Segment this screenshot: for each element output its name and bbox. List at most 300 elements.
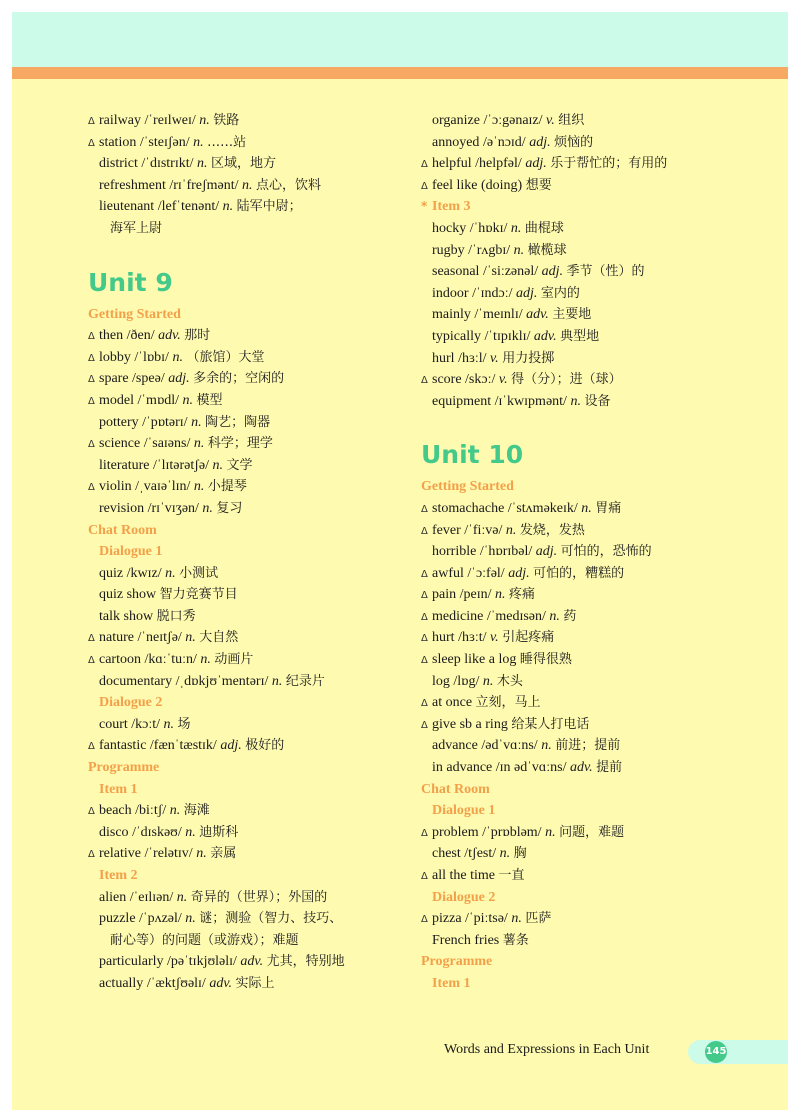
word: equipment (432, 393, 492, 409)
section-label: Getting Started (88, 306, 181, 322)
vocab-entry (421, 843, 761, 865)
word: court (99, 716, 128, 732)
phonetic: /ˈpɒtərɪ/ (142, 414, 188, 430)
vocab-entry (88, 433, 428, 455)
part-of-speech: adj. (168, 371, 190, 387)
vocab-entry (421, 627, 761, 649)
section-label: Chat Room (88, 522, 157, 538)
meaning: 组织 (558, 113, 585, 128)
section-heading (421, 476, 761, 498)
word: fantastic (99, 738, 147, 754)
part-of-speech: adj. (541, 264, 564, 280)
word: pottery (99, 414, 139, 430)
part-of-speech: n. (541, 738, 552, 754)
meaning: ……站 (207, 134, 247, 150)
left-column (88, 110, 428, 995)
triangle-icon: Δ (88, 374, 95, 386)
triangle-icon: Δ (421, 590, 428, 602)
part-of-speech: n. (222, 199, 234, 215)
word: station (99, 134, 137, 150)
word: feel like (doing) (432, 177, 523, 193)
section-label: Programme (421, 954, 493, 970)
section-heading (421, 196, 761, 218)
triangle-icon: Δ (421, 655, 428, 667)
vocab-entry (421, 541, 761, 563)
vocab-entry (421, 865, 761, 887)
phonetic: /lɒg/ (453, 673, 480, 689)
phonetic: /fænˈtæstɪk/ (149, 738, 217, 754)
vocab-entry (421, 584, 761, 606)
meaning: 文学 (226, 457, 253, 473)
meaning: 可怕的，恐怖的 (560, 544, 652, 560)
meaning: 想要 (525, 177, 552, 193)
part-of-speech: n. (199, 113, 210, 128)
vocab-entry (421, 218, 761, 240)
meaning: 谜；测验（智力、技巧、 (199, 911, 343, 927)
part-of-speech: adv. (209, 975, 233, 991)
vocab-entry (88, 325, 428, 347)
part-of-speech: adj. (525, 156, 547, 172)
unit-heading: Unit 9 (88, 267, 173, 297)
phonetic: /ˈhɒkɪ/ (469, 220, 508, 236)
vocab-entry (421, 908, 761, 930)
top-band (12, 12, 788, 67)
phonetic: /ˈneɪtʃə/ (137, 630, 182, 646)
triangle-icon: Δ (421, 611, 428, 623)
phonetic: /ˈrʌgbɪ/ (468, 242, 511, 258)
vocab-entry (421, 326, 761, 348)
part-of-speech: n. (196, 846, 207, 862)
vocab-entry (88, 563, 428, 585)
phonetic: /ˈmɒdl/ (137, 392, 180, 408)
word: district (99, 156, 138, 172)
section-heading (88, 757, 428, 779)
part-of-speech: n. (511, 911, 522, 927)
section-heading (421, 800, 761, 822)
vocab-entry (88, 714, 428, 736)
section-label: Chat Room (421, 781, 490, 797)
phonetic: /helpfəl/ (475, 156, 522, 172)
word: lobby (99, 349, 131, 365)
triangle-icon: Δ (88, 395, 95, 407)
part-of-speech: v. (490, 350, 499, 366)
orange-bar (12, 67, 788, 79)
section-label: Item 2 (99, 868, 138, 883)
word: horrible (432, 544, 477, 560)
phonetic: /ˈmeɪnlɪ/ (474, 307, 523, 323)
vocab-entry (88, 649, 428, 671)
meaning: 铁路 (213, 113, 240, 128)
phonetic: /ˈeɪlɪən/ (129, 889, 174, 905)
meaning: 得（分）；进（球） (511, 372, 622, 388)
phonetic: /ɪˈkwɪpmənt/ (494, 393, 567, 409)
triangle-icon: Δ (88, 741, 95, 753)
triangle-icon: Δ (421, 871, 428, 882)
phonetic: /ˈrelətɪv/ (144, 846, 193, 862)
part-of-speech: n. (271, 673, 283, 689)
phonetic: /peɪn/ (459, 587, 492, 603)
phonetic: /ˈstʌməkeɪk/ (507, 500, 578, 516)
section-label: Dialogue 1 (99, 544, 163, 560)
word: science (99, 436, 141, 452)
part-of-speech: n. (549, 608, 560, 624)
triangle-icon: Δ (88, 352, 95, 364)
part-of-speech: adj. (516, 285, 538, 301)
part-of-speech: n. (185, 911, 196, 927)
triangle-icon: Δ (421, 375, 428, 387)
phonetic: /ˈsaɪəns/ (143, 436, 191, 452)
section-label: Programme (88, 760, 160, 776)
phonetic: /ˈmedɪsən/ (486, 608, 546, 624)
meaning: 乐于帮忙的；有用的 (550, 156, 668, 172)
part-of-speech: n. (185, 630, 196, 646)
section-heading (88, 692, 428, 714)
vocab-entry (88, 584, 428, 606)
phonetic: /hɜːl/ (458, 350, 487, 366)
word: advance (432, 738, 478, 754)
vocab-entry (88, 627, 428, 649)
triangle-icon: Δ (88, 655, 95, 667)
triangle-icon: Δ (421, 159, 428, 171)
part-of-speech: adj. (220, 738, 242, 754)
meaning: 疼痛 (509, 587, 536, 603)
word: violin (99, 479, 132, 495)
entry-continuation (88, 930, 428, 952)
meaning: 陶艺；陶器 (205, 414, 271, 430)
triangle-icon: Δ (88, 482, 95, 494)
phonetic: /ˌdɒkjʊˈmentərɪ/ (175, 673, 269, 689)
triangle-icon: Δ (88, 633, 95, 645)
word: beach (99, 803, 132, 819)
word: pizza (432, 911, 462, 927)
footer-title: Words and Expressions in Each Unit (444, 1042, 650, 1057)
vocab-entry (88, 822, 428, 844)
phonetic: /ˈhɒrɪbəl/ (479, 544, 533, 560)
meaning: 用力投掷 (502, 350, 555, 366)
meaning: 奇异的（世界）；外国的 (190, 889, 328, 905)
vocab-entry (421, 240, 761, 262)
phonetic: /ədˈvɑːns/ (481, 738, 538, 754)
section-heading (421, 887, 761, 909)
meaning: 胃痛 (595, 500, 622, 516)
meaning: 亲属 (210, 846, 237, 862)
meaning: 薯条 (502, 932, 529, 948)
triangle-icon: Δ (421, 698, 428, 710)
section-heading (88, 304, 428, 326)
word: particularly (99, 954, 164, 970)
meaning: 橄榄球 (527, 242, 567, 258)
meaning: 点心，饮料 (256, 177, 322, 193)
phonetic: /ˌvaɪəˈlɪn/ (135, 479, 191, 495)
phonetic: /ˈlɒbɪ/ (134, 349, 169, 365)
word: sleep like a log (432, 652, 517, 668)
meaning: 海滩 (183, 803, 210, 819)
part-of-speech: adv. (158, 328, 181, 344)
word: French fries (432, 932, 500, 948)
word: pain (432, 587, 457, 603)
section-label: Dialogue 2 (99, 695, 163, 711)
vocab-entry (88, 843, 428, 865)
phonetic: /skɔː/ (465, 372, 496, 388)
word: nature (99, 630, 134, 646)
part-of-speech: n. (482, 673, 494, 689)
word: fever (432, 522, 461, 538)
meaning: 曲棍球 (524, 220, 564, 236)
vocab-entry (421, 692, 761, 714)
part-of-speech: n. (570, 393, 581, 409)
phonetic: /ˈfiːvə/ (464, 522, 503, 538)
phonetic: /əˈnɔɪd/ (482, 134, 526, 150)
word: problem (432, 824, 479, 840)
vocab-entry (421, 261, 761, 283)
part-of-speech: n. (200, 652, 211, 668)
vocab-entry (421, 498, 761, 520)
entry-continuation (88, 218, 428, 240)
part-of-speech: adj. (535, 544, 558, 560)
vocab-entry (88, 476, 428, 498)
triangle-icon: Δ (421, 568, 428, 580)
triangle-icon: Δ (421, 827, 428, 839)
part-of-speech: adv. (526, 307, 549, 323)
phonetic: /speə/ (132, 371, 165, 387)
meaning: 给某人打电话 (511, 716, 590, 732)
word: typically (432, 328, 481, 344)
section-heading (88, 779, 428, 801)
word: then (99, 328, 124, 344)
part-of-speech: n. (193, 436, 205, 452)
page-number: 145 (705, 1041, 727, 1063)
phonetic: /ˈreɪlweɪ/ (144, 113, 196, 128)
unit-heading: Unit 10 (421, 440, 524, 470)
word: indoor (432, 285, 469, 301)
phonetic: /rɪˈvɪʒən/ (147, 500, 199, 516)
section-heading (88, 520, 428, 542)
page-tab (688, 1040, 788, 1064)
phonetic: /hɜːt/ (458, 630, 487, 646)
part-of-speech: n. (212, 457, 223, 473)
meaning: 胸 (513, 846, 527, 862)
phonetic: /ɪn ədˈvɑːns/ (495, 760, 567, 776)
phonetic: /ˈlɪtərətʃə/ (153, 457, 209, 473)
vocab-entry (421, 175, 761, 197)
vocab-entry (421, 735, 761, 757)
phonetic: /ˈdɪstrɪkt/ (141, 156, 194, 172)
meaning: 尤其，特别地 (266, 954, 345, 970)
meaning: 小提琴 (207, 479, 247, 495)
meaning: 前进；提前 (555, 738, 621, 754)
word: annoyed (432, 134, 480, 150)
section-heading (88, 865, 428, 887)
vocab-entry (421, 304, 761, 326)
meaning: 可怕的，糟糕的 (533, 565, 625, 581)
part-of-speech: adj. (529, 134, 551, 150)
word: railway (99, 113, 141, 128)
word: hocky (432, 220, 467, 236)
meaning: 睡得很熟 (519, 652, 572, 668)
word: mainly (432, 307, 471, 323)
meaning: 木头 (496, 673, 523, 689)
triangle-icon: Δ (421, 633, 428, 645)
word: documentary (99, 673, 173, 689)
meaning: 极好的 (245, 738, 285, 754)
part-of-speech: n. (545, 824, 556, 840)
meaning: 那时 (184, 328, 211, 344)
vocab-entry (421, 520, 761, 542)
word: at once (432, 695, 473, 711)
part-of-speech: adv. (533, 328, 557, 344)
meaning: 立刻，马上 (475, 695, 541, 711)
word: rugby (432, 242, 465, 258)
vocab-entry (88, 800, 428, 822)
vocab-entry (421, 714, 761, 736)
vocab-entry (88, 455, 428, 477)
vocab-entry (421, 671, 761, 693)
meaning: 药 (563, 608, 577, 624)
phonetic: /ˈɔːfəl/ (467, 565, 505, 581)
meaning: 脱口秀 (156, 608, 196, 624)
vocab-entry (421, 757, 761, 779)
triangle-icon: Δ (421, 525, 428, 537)
word: spare (99, 371, 129, 387)
meaning: 场 (177, 716, 191, 732)
vocab-entry (421, 369, 761, 391)
word: chest (432, 846, 461, 862)
meaning: 问题，难题 (559, 824, 625, 840)
vocab-entry (88, 153, 428, 175)
word: organize (432, 113, 480, 128)
vocab-entry (88, 110, 428, 132)
vocab-entry (88, 908, 428, 930)
section-label: Item 3 (432, 199, 471, 215)
part-of-speech: n. (513, 242, 525, 258)
triangle-icon: Δ (88, 331, 95, 343)
right-column (421, 110, 761, 995)
word: quiz show (99, 587, 157, 603)
phonetic: /ˈæktʃʊəlɪ/ (146, 975, 206, 991)
phonetic: /ˈɪndɔː/ (472, 285, 513, 301)
vocab-entry (88, 973, 428, 995)
meaning: 发烧，发热 (519, 522, 585, 538)
phonetic: /ˈdɪskəʊ/ (132, 824, 182, 840)
word: hurl (432, 350, 455, 366)
phonetic: /ˈsiːzənəl/ (482, 264, 539, 280)
part-of-speech: n. (581, 500, 592, 516)
meaning: 小测试 (179, 565, 219, 581)
vocab-entry (421, 132, 761, 154)
part-of-speech: v. (546, 113, 555, 128)
phonetic: /tʃest/ (464, 846, 497, 862)
word: all the time (432, 868, 495, 883)
word: log (432, 673, 450, 689)
part-of-speech: n. (182, 392, 194, 408)
textbook-page (12, 12, 788, 1110)
vocab-entry (88, 951, 428, 973)
word: alien (99, 889, 127, 905)
phonetic: /pəˈtɪkjʊləlɪ/ (167, 954, 237, 970)
meaning: 多余的；空闲的 (193, 371, 285, 387)
vocab-entry (421, 563, 761, 585)
word: disco (99, 824, 129, 840)
section-label: Dialogue 2 (432, 889, 496, 905)
meaning: 陆军中尉； (236, 199, 302, 215)
triangle-icon: Δ (88, 137, 95, 149)
meaning: 模型 (196, 392, 223, 408)
part-of-speech: n. (510, 220, 522, 236)
section-label: Item 1 (432, 975, 471, 991)
part-of-speech: n. (176, 889, 188, 905)
meaning: 复习 (216, 500, 243, 516)
vocab-entry (88, 368, 428, 390)
part-of-speech: n. (191, 414, 202, 430)
meaning: 动画片 (214, 652, 254, 668)
phonetic: /kwɪz/ (126, 565, 162, 581)
meaning: 智力竞赛节目 (159, 587, 238, 603)
word: in advance (432, 760, 493, 776)
meaning: 迪斯科 (199, 824, 239, 840)
phonetic: /ˈɔːgənaɪz/ (483, 113, 543, 128)
vocab-entry (88, 175, 428, 197)
phonetic: /ðen/ (126, 328, 155, 344)
vocab-entry (88, 671, 428, 693)
meaning: 海军上尉 (110, 220, 163, 236)
word: talk show (99, 608, 154, 624)
part-of-speech: n. (242, 177, 253, 193)
word: give sb a ring (432, 716, 508, 732)
word: score (432, 372, 462, 388)
vocab-entry (88, 132, 428, 154)
part-of-speech: v. (490, 630, 499, 646)
word: medicine (432, 608, 484, 624)
part-of-speech: n. (202, 500, 213, 516)
vocab-entry (421, 153, 761, 175)
vocab-entry (88, 887, 428, 909)
word: puzzle (99, 911, 136, 927)
section-heading (421, 951, 761, 973)
triangle-icon: Δ (88, 806, 95, 818)
phonetic: /biːtʃ/ (135, 803, 167, 819)
word: quiz (99, 565, 124, 581)
vocab-entry (88, 606, 428, 628)
part-of-speech: n. (193, 479, 205, 495)
word: helpful (432, 156, 472, 172)
meaning: 室内的 (540, 285, 580, 301)
meaning: 季节（性）的 (566, 264, 645, 280)
part-of-speech: n. (495, 587, 506, 603)
vocab-entry (421, 348, 761, 370)
vocab-entry (421, 110, 761, 132)
section-heading (421, 973, 761, 995)
vocab-entry (421, 283, 761, 305)
phonetic: /kɑːˈtuːn/ (144, 652, 197, 668)
meaning: 纪录片 (285, 673, 325, 689)
phonetic: /rɪˈfreʃmənt/ (169, 177, 239, 193)
part-of-speech: n. (197, 156, 208, 172)
part-of-speech: n. (505, 522, 517, 538)
part-of-speech: n. (499, 846, 511, 862)
triangle-icon: Δ (421, 503, 428, 515)
triangle-icon: Δ (421, 719, 428, 731)
triangle-icon: Δ (88, 849, 95, 861)
word: hurt (432, 630, 455, 646)
vocab-entry (421, 606, 761, 628)
word: lieutenant (99, 199, 155, 215)
part-of-speech: adv. (569, 760, 593, 776)
vocab-entry (421, 649, 761, 671)
part-of-speech: adj. (508, 565, 530, 581)
part-of-speech: adv. (240, 954, 264, 970)
triangle-icon: Δ (421, 180, 428, 192)
word: literature (99, 457, 150, 473)
